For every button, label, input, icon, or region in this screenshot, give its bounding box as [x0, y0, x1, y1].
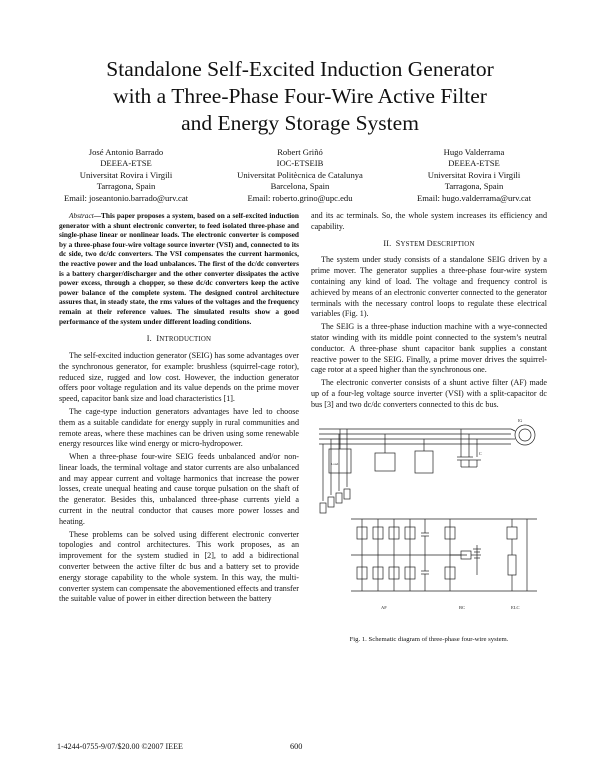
inductor-1	[320, 503, 326, 513]
battery-charger-converter	[445, 519, 481, 591]
figure-caption: Fig. 1. Schematic diagram of three-phase four-wire system.	[349, 635, 509, 643]
inductor-4	[344, 489, 350, 499]
abstract-text: —This paper proposes a system, based on a self-excited induction generator with a shunt electronic converter, to feed isolated three-phase and single-phase linear or nonlinear loads. The electronic converter is composed by a three-phase four-wire voltage source inverter (VSI) and, connected to its dc side, two dc/dc converters. The VSI compensates the current harmonics, the reactive power and the load unbalances. The first of the dc/dc converters is a battery charger/discharger and the other converter dissipates the active power excess, through a chopper, so these dc/dc converters keep the active power balance of the complete system. The designed control architecture assures that, in steady state, the rms values of the voltages and the frequency remain at their reference values. The simulated results show a good performance of the system under different loading conditions.	[59, 211, 299, 326]
left-column	[59, 211, 299, 607]
bc-label: BC	[459, 604, 466, 610]
section-heading-intro: I. INTRODUCTION	[146, 334, 212, 344]
title-line-1: Standalone Self-Excited Induction Generator	[106, 57, 494, 81]
continuation-paragraph: and its ac terminals. So, the whole system increases its efficiency and capability.	[311, 211, 547, 231]
author-email: Email: roberto.grino@upc.edu	[247, 192, 353, 203]
author-dept: DEEEA-ETSE	[100, 158, 152, 169]
author-3	[388, 147, 560, 204]
intro-paragraph-3: When a three-phase four-wire SEIG feeds unbalanced and/or non-linear loads, the terminal voltage and stator currents are also unbalanced and may appear current and voltage harmonics that increase the power losses, create unequal heating and cause torque pulsation on the shaft of the generator. Besides this, unbalanced three-phase currents yield a current in the neutral conductor that causes more power losses and heating.	[59, 452, 299, 526]
footer-isbn: 1-4244-0755-9/07/$20.00 ©2007 IEEE	[57, 742, 183, 751]
author-univ: Universitat Rovira i Virgili	[427, 169, 521, 180]
paper-title	[40, 56, 560, 137]
electronic-load-controller	[507, 519, 527, 591]
author-univ: Universitat Rovira i Virgili	[79, 169, 173, 180]
author-block	[40, 147, 560, 204]
capacitor-bank-label: C	[479, 450, 482, 456]
author-city: Tarragona, Spain	[96, 181, 156, 192]
title-line-3: and Energy Storage System	[181, 111, 419, 135]
af-label: AF	[381, 604, 387, 610]
author-name: Robert Griñó	[277, 147, 323, 157]
figure-1-schematic	[311, 415, 547, 633]
author-2	[214, 147, 386, 204]
system-paragraph-1: The system under study consists of a standalone SEIG driven by a prime mover. The generator supplies a three-phase four-wire system containing any kind of load. The voltage and frequency control is achieved by means of an electronic converter connected to the generator terminals with the necessary control loops to regulate these electrical variables (Fig. 1).	[311, 255, 547, 319]
author-city: Barcelona, Spain	[270, 181, 330, 192]
abstract-label: Abstract	[69, 211, 94, 220]
elc-label: ELC	[511, 604, 520, 610]
author-univ: Universitat Politècnica de Catalunya	[237, 169, 363, 180]
author-1	[40, 147, 212, 204]
system-paragraph-3: The electronic converter consists of a shunt active filter (AF) made up of a four-leg voltage source inverter (VSI) with a split-capacitor dc bus [3] and two dc/dc converters connected to this dc bus.	[311, 378, 547, 409]
schematic-diagram	[311, 415, 547, 633]
generator-rotor-symbol	[519, 429, 531, 441]
author-email: Email: joseantonio.barrado@urv.cat	[63, 192, 189, 203]
load-label: Load	[331, 461, 339, 466]
load-box-2	[375, 453, 395, 471]
abstract	[59, 211, 299, 326]
page-number: 600	[290, 742, 303, 751]
inductor-2	[328, 497, 334, 507]
author-name: Hugo Valderrama	[443, 147, 505, 157]
author-city: Tarragona, Spain	[444, 181, 504, 192]
right-column	[311, 211, 547, 645]
system-paragraph-2: The SEIG is a three-phase induction machine with a wye-connected stator winding with its middle point connected to the system’s neutral conductor. A three-phase shunt capacitor bank supplies a constant reactive power to the SEIG. Finally, a prime mover drives the squirrel-cage rotor at a speed higher than the synchronous one.	[311, 322, 547, 375]
title-line-2: with a Three-Phase Four-Wire Active Filter	[113, 84, 487, 108]
author-name: José Antonio Barrado	[88, 147, 164, 157]
intro-paragraph-4: These problems can be solved using different electronic converter topologies and control architectures. This work proposes, as an improvement for the system studied in [2], to add a bidirectional converter between the active filter dc bus and a battery set to provide energy storage capability to the whole system. In this way, the multi-converter system can compensate the abovementioned effects and transfer the suitable value of power in either direction between the battery	[59, 529, 299, 604]
inductor-3	[336, 493, 342, 503]
author-email: Email: hugo.valderrama@urv.cat	[416, 192, 532, 203]
author-dept: DEEEA-ETSE	[448, 158, 500, 169]
generator-label: IG	[518, 417, 523, 423]
load-box-3	[415, 451, 433, 473]
author-dept: IOC-ETSEIB	[276, 158, 324, 169]
load-box-1	[329, 449, 351, 473]
intro-paragraph-1: The self-excited induction generator (SEIG) has some advantages over the synchronous generator, for example: brushless (squirrel-cage rotor), reduced size, rugged and low cost. However, the induction generator offers poor voltage regulation and its value depends on the prime mover speed, capacitor bank size and load characteristics [1].	[59, 350, 299, 404]
intro-paragraph-2: The cage-type induction generators advantages have led to choose them as a suitable candidate for energy supply in rural communities and remote areas, where these machines can be driven using some renewable energy resources like wind energy or micro-hydropower.	[59, 406, 299, 449]
section-heading-system: II. SYSTEM DESCRIPTION	[383, 238, 475, 248]
induction-generator-symbol	[515, 425, 535, 445]
